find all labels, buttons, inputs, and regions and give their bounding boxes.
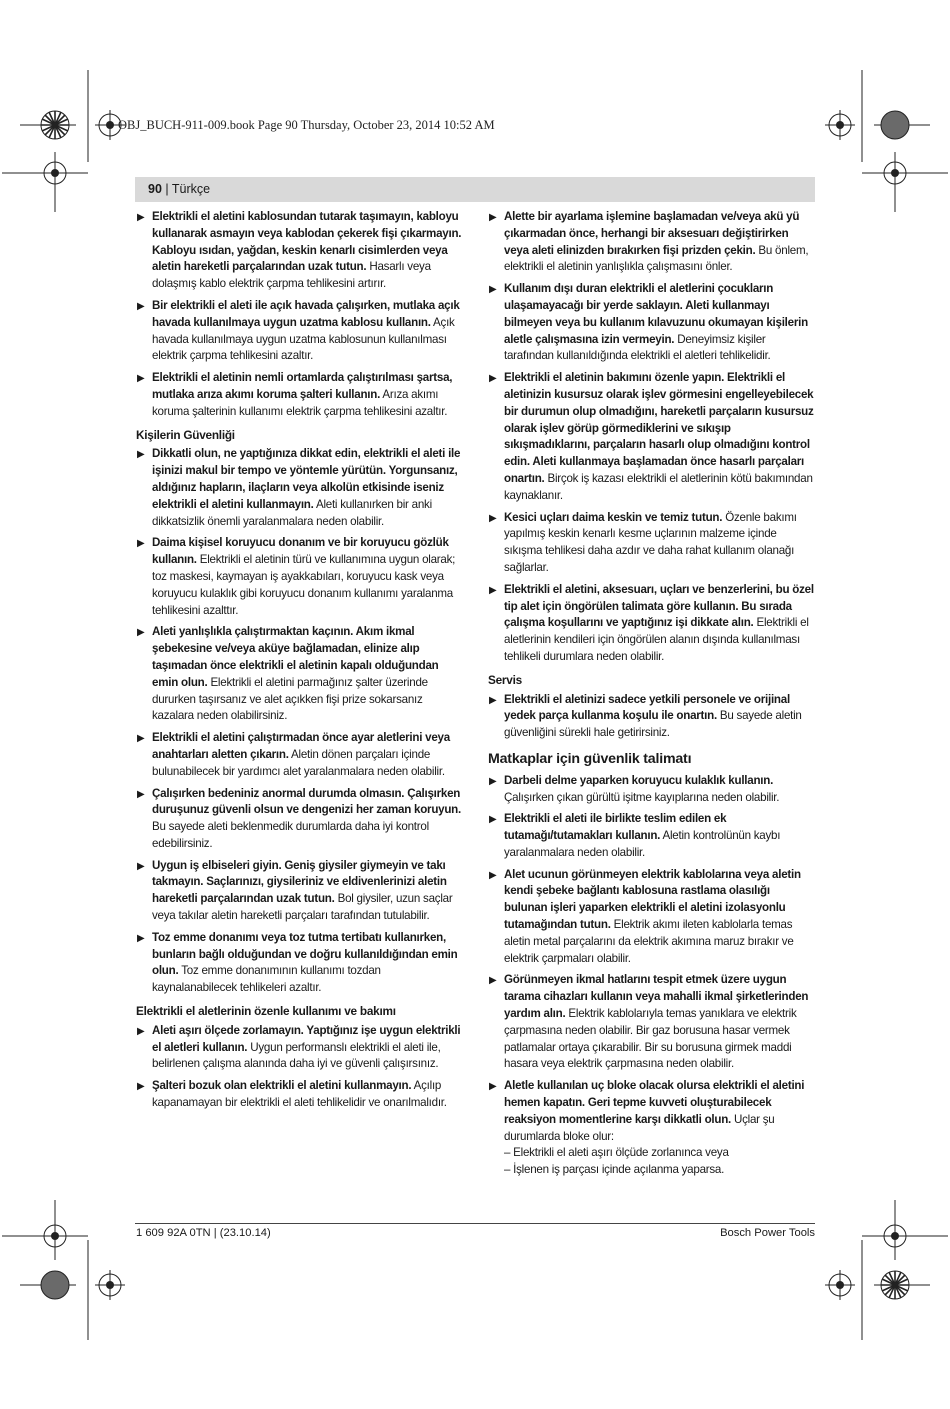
dash-list-item: – Elektrikli el aleti aşırı ölçüde zorlanınca veya (504, 1146, 729, 1160)
footer-document-code: 1 609 92A 0TN | (23.10.14) (136, 1227, 271, 1239)
dash-list-item: – İşlenen iş parçası içinde açılanma yaparsa. (504, 1163, 725, 1177)
left-column (136, 209, 464, 1117)
bullet-icon: ▶ (489, 814, 497, 826)
list-item: ▶ Uygun iş elbiseleri giyin. Geniş giysiler giymeyin ve takı takmayın. Saçlarınızı, giysileriniz ve eldivenlerinizi aletin hareketli parçalarından uzak tutun. Bol giysiler, uzun saçlar veya takılar aletin hareketli parçaları tarafından tutulabilir. (137, 858, 453, 923)
bullet-icon: ▶ (489, 869, 497, 881)
bullet-icon: ▶ (137, 300, 145, 312)
list-item: ▶ Alette bir ayarlama işlemine başlamadan ve/veya akü yü çıkarmadan önce, herhangi bir aksesuarı değiştirirken veya aleti elinizden bırakırken fişi prizden çekin. Bu önlem, elektrikli el aletinin yanlışlıkla çalışmasını önler. (489, 210, 809, 274)
bullet-icon: ▶ (489, 512, 497, 524)
bullet-icon: ▶ (137, 538, 145, 550)
list-item: ▶ Elektrikli el aletinin bakımını özenle yapın. Elektrikli el aletinizin kusursuz olarak işlev görmesini engelleyebilecek bir durumun olup olmadığını, hareketli parçaların kusursuz olarak işlev görüp görmediklerini ve sıkışıp sıkışmadıklarını, parçaların hasarlı olup olmadığını kontrol edin. Aleti kullanmaya başlamadan önce hasarlı parçaları onartın. Birçok iş kazası elektrikli el aletlerinin kötü bakımından kaynaklanır. (489, 371, 814, 502)
bullet-icon: ▶ (137, 627, 145, 639)
bullet-icon: ▶ (137, 449, 145, 461)
section-heading-safety: Kişilerin Güvenliği (136, 427, 235, 442)
bullet-icon: ▶ (489, 284, 497, 296)
list-item: ▶ Elektrikli el aleti ile birlikte teslim edilen ek tutamağı/tutamakları kullanın. Aletin kontrolünün kaybı yaralanmalara neden olabilir. (489, 812, 781, 859)
list-item: ▶ Aleti yanlışlıkla çalıştırmaktan kaçının. Akım ikmal şebekesine ve/veya aküye bağlamadan, elinize alıp taşımadan önce elektrikli el aletinin kapalı olduğundan emin olun. Elektrikli el aletini parmağınız şalter üzerinde dururken taşırsanız ve alet açıkken fişi prize sokarsanız kazalara neden olabilirsiniz. (137, 625, 439, 723)
list-item: ▶ Kullanım dışı duran elektrikli el aletlerini çocukların ulaşamayacağı bir yerde saklayın. Aleti kullanmayı bilmeyen veya bu kullanım kılavuzunu okumayan kişilerin aletle çalışmasına izin vermeyin. Deneyimsiz kişiler tarafından kullanıldığında elektrikli el aletleri tehlikelidir. (489, 282, 808, 363)
bullet-icon: ▶ (137, 860, 145, 872)
list-item: ▶ Alet ucunun görünmeyen elektrik kablolarına veya aletin kendi şebeke bağlantı kablosuna rastlama olasılığı bulunan işleri yaparken elektrikli el aletini izolasyonlu tutamağından tutun. Elektrik akımı ileten kablolarla temas aletin metal parçalarını da elektrik akımına maruz bırakır ve elektrik çarpmaları olabilir. (489, 867, 801, 965)
section-heading-service: Servis (488, 672, 522, 687)
page-header-bar (135, 177, 815, 202)
list-item: ▶ Bir elektrikli el aleti ile açık havada çalışırken, mutlaka açık havada kullanılmaya uygun uzatma kablosu kullanın. Açık havada kullanılmaya uygun uzatma kablosunun kullanılması elektrik çarpma tehlikesini azaltır. (137, 298, 460, 363)
page-header (148, 182, 210, 196)
bullet-icon: ▶ (489, 373, 497, 385)
list-item: ▶ Aletle kullanılan uç bloke olacak olursa elektrikli el aletini hemen kapatın. Geri tepme kuvveti oluşturabilecek reaksiyon momentlerine karşı dikkatli olun. Uçlar şu durumlarda bloke olur: (489, 1079, 805, 1143)
bullet-icon: ▶ (489, 584, 497, 596)
list-item: ▶ Toz emme donanımı veya toz tutma tertibatı kullanırken, bunların bağlı olduğundan ve doğru kullanıldığından emin olun. Toz emme donanımının kullanımı tozdan kaynalanabilecek tehlikeleri azaltır. (137, 930, 458, 995)
header-language: Türkçe (171, 182, 211, 196)
footer-brand: Bosch Power Tools (720, 1227, 815, 1239)
list-item: ▶ Elektrikli el aletini, aksesuarı, uçları ve benzerlerini, bu özel tip alet için öngörülen talimata göre kullanın. Bu sırada çalışma koşullarını ve yaptığınız işi dikkate alın. Elektrikli el aletlerinin kendileri için öngörülen alanın dışında kullanılması tehlikeli durumlara neden olabilir. (489, 582, 814, 663)
list-item: ▶ Darbeli delme yaparken koruyucu kulaklık kullanın. Çalışırken çıkan gürültü işitme kayıplarına neden olabilir. (489, 773, 780, 804)
bullet-icon: ▶ (489, 1081, 497, 1093)
page-number: 90 (148, 182, 162, 196)
bullet-icon: ▶ (137, 1081, 145, 1093)
list-item: ▶ Çalışırken bedeniniz anormal durumda olmasın. Çalışırken duruşunuz güvenli olsun ve dengenizi her zaman koruyun. Bu sayede aleti beklenmedik durumlarda daha iyi kontrol edebilirsiniz. (137, 786, 461, 850)
section-title-drill-safety: Matkaplar için güvenlik talimatı (488, 750, 692, 767)
bullet-icon: ▶ (137, 788, 145, 800)
list-item: ▶ Elektrikli el aletini çalıştırmadan önce ayar aletlerini veya anahtarları aletten çıkarın. Aletin dönen parçaları içinde bulunabilecek bir yardımcı alet yaralanmalara neden olabilir. (137, 731, 450, 778)
list-item: ▶ Şalteri bozuk olan elektrikli el aletini kullanmayın. Açılıp kapanamayan bir elektrikli el aleti tehlikelidir ve onarılmalıdır. (137, 1079, 447, 1110)
list-item: ▶ Daima kişisel koruyucu donanım ve bir koruyucu gözlük kullanın. Elektrikli el aletinin türü ve kullanımına uygun olarak; toz maskesi, kaymayan iş ayakkabıları, koruyucu kask veya koruyucu kulaklık gibi koruyucu donanım kullanımı yaralanma tehlikesini azalttır. (137, 536, 456, 617)
bullet-icon: ▶ (489, 694, 497, 706)
right-column (488, 209, 816, 1179)
list-item: ▶ Kesici uçları daima keskin ve temiz tutun. Özenle bakımı yapılmış keskin kenarlı kesme uçlarının malzeme içinde sıkışma tehlikesi daha azdır ve daha rahat kullanım olanağı sağlarlar. (489, 510, 797, 574)
bullet-icon: ▶ (489, 975, 497, 987)
list-item: ▶ Elektrikli el aletinizi sadece yetkili personele ve orijinal yedek parça kullanma koşulu ile onartın. Bu sayede aletin güvenliğini sürekli hale getirirsiniz. (489, 692, 802, 740)
header-separator: | (165, 182, 169, 196)
print-slug-line: OBJ_BUCH-911-009.book Page 90 Thursday, October 23, 2014 10:52 AM (118, 118, 495, 132)
list-item: ▶ Dikkatli olun, ne yaptığınıza dikkat edin, elektrikli el aleti ile işinizi makul bir tempo ve yöntemle yürütün. Yorgunsanız, aldığınız hapların, ilaçların veya alkolün etkisinde iseniz elektrikli el aletini kullanmayın. Aleti kullanırken bir anki dikkatsizlik önemli yaralanmalara neden olabilir. (137, 447, 461, 528)
list-item: ▶ Elektrikli el aletinin nemli ortamlarda çalıştırılması şartsa, mutlaka arıza akımı koruma şalteri kullanın. Arıza akımı koruma şalterinin kullanımı elektrik çarpma tehlikesini azaltır. (137, 371, 453, 418)
bullet-icon: ▶ (489, 212, 497, 223)
bullet-icon: ▶ (137, 932, 145, 944)
footer-rule (135, 1223, 815, 1224)
list-item: ▶ Görünmeyen ikmal hatlarını tespit etmek üzere uygun tarama cihazları kullanın veya mahalli ikmal şirketlerinden yardım alın. Elektrik kablolarıyla temas yanıklara ve elektrik çarpmasına neden olabilir. Bir gaz borusuna hasar vermek patlamalar ortaya çıkarabilir. Bir su borusuna girmek maddi hasara veya elektrik çarpmasına neden olabilir. (489, 973, 809, 1071)
bullet-icon: ▶ (137, 733, 145, 745)
section-heading-care: Elektrikli el aletlerinin özenle kullanımı ve bakımı (136, 1004, 396, 1019)
bullet-icon: ▶ (137, 212, 145, 223)
bullet-icon: ▶ (137, 373, 145, 385)
list-item: ▶ Elektrikli el aletini kablosundan tutarak taşımayın, kabloyu kullanarak asmayın veya kablodan çekerek fişi çıkarmayın. Kabloyu ısıdan, yağdan, keskin kenarlı cisimlerden veya aletin hareketli parçalarından uzak tutun. Hasarlı veya dolaşmış kablo elektrik çarpma tehlikesini artırır. (137, 210, 462, 291)
bullet-icon: ▶ (489, 775, 497, 787)
list-item: ▶ Aleti aşırı ölçede zorlamayın. Yaptığınız işe uygun elektrikli el aletleri kullanın. Uygun performanslı elektrikli el aleti ile, belirlenen çalışma alanında daha iyi ve güvenli çalışırsınız. (137, 1023, 461, 1071)
bullet-icon: ▶ (137, 1025, 145, 1037)
